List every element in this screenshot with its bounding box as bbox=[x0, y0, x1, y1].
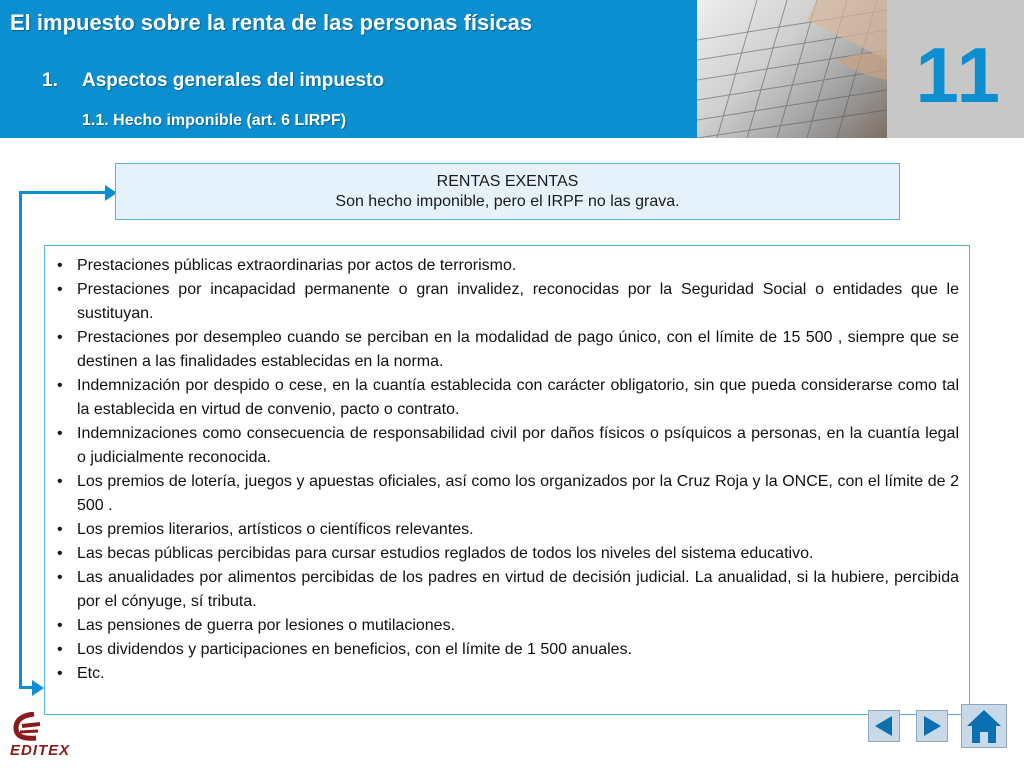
bullet-icon: • bbox=[57, 425, 63, 442]
list-item: • Los premios de lotería, juegos y apuestas oficiales, así como los organizados por la Cruz Roja y la ONCE, con el límite de 2 500 . bbox=[57, 470, 959, 518]
triangle-left-icon bbox=[869, 711, 899, 741]
bullet-icon: • bbox=[57, 545, 63, 562]
exempt-income-list bbox=[44, 245, 970, 715]
editex-logo bbox=[10, 712, 80, 762]
section-number: 1. bbox=[42, 70, 58, 91]
chapter-number: 11 bbox=[915, 31, 1002, 119]
list-item: • Prestaciones por desempleo cuando se perciban en la modalidad de pago único, con el límite de 15 500 , siempre que se destinen a las finalidades establecidas en la norma. bbox=[57, 326, 959, 374]
bullet-icon: • bbox=[57, 281, 63, 298]
connector-line bbox=[19, 191, 22, 688]
next-button[interactable] bbox=[916, 710, 948, 742]
list-item: • Los premios literarios, artísticos o científicos relevantes. bbox=[57, 518, 959, 542]
bullet-icon: • bbox=[57, 521, 63, 538]
bullet-icon: • bbox=[57, 641, 63, 658]
bullet-icon: • bbox=[57, 569, 63, 586]
page-title: El impuesto sobre la renta de las personas físicas bbox=[10, 10, 533, 35]
exempt-income-box bbox=[115, 163, 900, 220]
list-item: • Las becas públicas percibidas para cursar estudios reglados de todos los niveles del sistema educativo. bbox=[57, 542, 959, 566]
section-heading bbox=[42, 70, 384, 92]
list-item: • Las anualidades por alimentos percibidas de los padres en virtud de decisión judicial. La anualidad, si la hubiere, percibida por el cónyuge, sí tributa. bbox=[57, 566, 959, 614]
previous-button[interactable] bbox=[868, 710, 900, 742]
house-icon bbox=[962, 705, 1006, 747]
bullet-icon: • bbox=[57, 377, 63, 394]
list-item: • Indemnizaciones como consecuencia de responsabilidad civil por daños físicos o psíquicos a personas, en la cuantía legal o judicialmente reconocida. bbox=[57, 422, 959, 470]
bullet-icon: • bbox=[57, 665, 63, 682]
bullet-icon: • bbox=[57, 617, 63, 634]
subsection-heading: 1.1. Hecho imponible (art. 6 LIRPF) bbox=[82, 112, 347, 129]
keyboard-photo bbox=[697, 0, 887, 138]
home-button[interactable] bbox=[961, 704, 1007, 748]
list-item: • Los dividendos y participaciones en beneficios, con el límite de 1 500 anuales. bbox=[57, 638, 959, 662]
list-item: • Etc. bbox=[57, 662, 959, 686]
list-item: • Prestaciones por incapacidad permanente o gran invalidez, reconocidas por la Seguridad Social o entidades que le sustituyan. bbox=[57, 278, 959, 326]
triangle-right-icon bbox=[917, 711, 947, 741]
section-title: Aspectos generales del impuesto bbox=[82, 70, 384, 91]
exempt-description: Son hecho imponible, pero el IRPF no las grava. bbox=[335, 193, 680, 210]
list-item: • Las pensiones de guerra por lesiones o mutilaciones. bbox=[57, 614, 959, 638]
logo-text: EDITEX bbox=[10, 742, 71, 759]
list-item: • Indemnización por despido o cese, en la cuantía establecida con carácter obligatorio, sin que pueda considerarse como tal la establecida en virtud de convenio, pacto o contrato. bbox=[57, 374, 959, 422]
bullet-icon: • bbox=[57, 329, 63, 346]
bullet-icon: • bbox=[57, 473, 63, 490]
bullet-icon: • bbox=[57, 257, 63, 274]
arrow-right-icon bbox=[32, 680, 44, 696]
editex-logo-icon bbox=[10, 712, 50, 742]
list-item: • Prestaciones públicas extraordinarias por actos de terrorismo. bbox=[57, 254, 959, 278]
connector-line-top bbox=[19, 191, 115, 194]
chapter-panel bbox=[887, 0, 1024, 138]
exempt-heading: RENTAS EXENTAS bbox=[436, 173, 579, 190]
